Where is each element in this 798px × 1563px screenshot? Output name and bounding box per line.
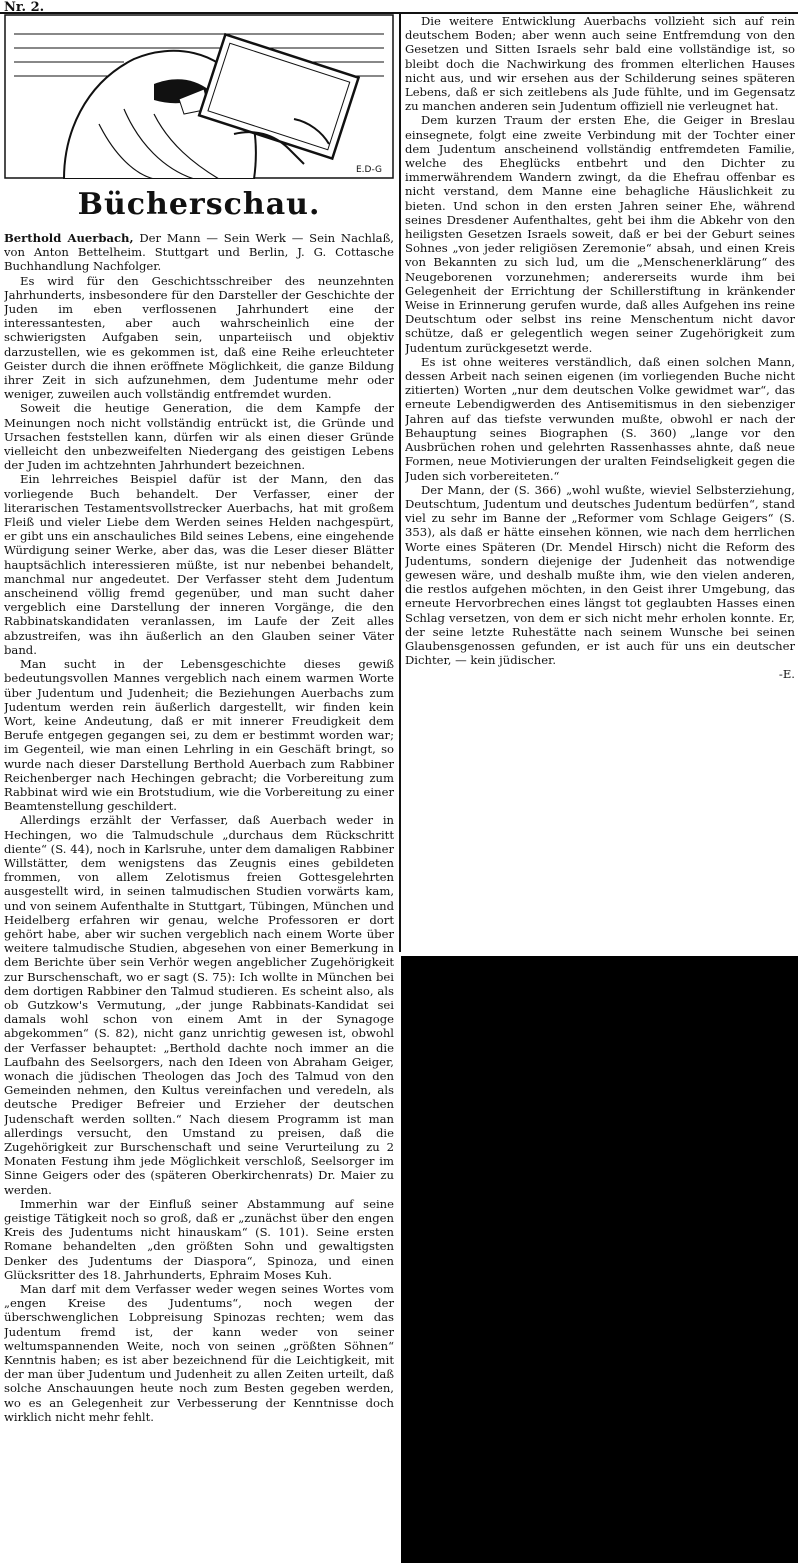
author-signature: -E. — [778, 667, 795, 682]
right-column — [405, 14, 795, 954]
left-paragraph: Soweit die heutige Generation, die dem Kampfe der Meinungen noch nicht vollständig entrückt ist, die Gründe und Ursachen feststellen kann, dürfen wir als einen dieser Gründe vielleicht den unbezweifelten Niedergang des geistigen Lebens der Juden im achtzehnten Jahrhundert bezeichnen. — [4, 401, 394, 473]
left-paragraph: Allerdings erzählt der Verfasser, daß Auerbach weder in Hechingen, wo die Talmudschule „durchaus dem Rückschritt diente“ (S. 44), noch in Karlsruhe, unter dem damaligen Rabbiner Willstätter, dem wenigstens das Zeugnis eines gebildeten frommen, von allem Zelotismus freien Gottesgelehrten ausgestellt wird, in seinen talmudischen Studien vorwärts kam, und von seinem Aufenthalte in Stuttgart, Tübingen, München und Heidelberg erfahren wir genau, welche Professoren er dort gehört habe, aber wir suchen vergeblich nach einem Worte über weitere talmudische Studien, abgesehen von einer Bemerkung in dem Berichte über sein Verhör wegen angeblicher Zugehörigkeit zur Burschenschaft, wo er sagt (S. 75): Ich wollte in München bei dem dortigen Rabbiner den Talmud studieren. Es scheint also, als ob Gutzkow's Vermutung, „der junge Rabbinats-Kandidat sei damals wohl schon von einem Amt in der Synagoge abgekommen“ (S. 82), nicht ganz unrichtig gewesen ist, obwohl der Verfasser behauptet: „Berthold dachte noch immer an die Laufbahn des Seelsorgers, nach den Ideen von Abraham Geiger, wonach die jüdischen Theologen das Joch des Talmud von den Gemeinden nehmen, den Kultus vereinfachen und veredeln, als deutsche Prediger Befreier und Erzieher der deutschen Judenschaft werden sollten.“ Nach diesem Programm ist man allerdings versucht, den Umstand zu preisen, daß die Zugehörigkeit zur Burschenschaft und seine Verurteilung zu 2 Monaten Festung ihm jede Möglichkeit verschloß, Seelsorger im Sinne Geigers oder des (späteren Oberkirchenrats) Dr. Maier zu werden. — [4, 813, 394, 1197]
review-heading — [4, 231, 394, 274]
left-paragraph: Man sucht in der Lebensgeschichte dieses gewiß bedeutungsvollen Mannes vergeblich nach einem warmen Worte über Judentum und Judenheit; die Beziehungen Auerbachs zum Judentum werden rein äußerlich dargestellt, wir finden kein Wort, keine Andeutung, daß er mit innerer Freudigkeit dem Berufe entgegen gegangen sei, zu dem er bestimmt worden war; im Gegenteil, wie man einen Lehrling in ein Geschäft bringt, so wurde nach dieser Darstellung Berthold Auerbach zum Rabbiner Reichenberger nach Hechingen gebracht; die Vorbereitung zum Rabbinat wird wie ein Brotstudium, wie die Vorbereitung zu einer Beamtenstellung geschildert. — [4, 657, 394, 814]
right-paragraph: Dem kurzen Traum der ersten Ehe, die Geiger in Breslau einsegnete, folgt eine zweite Verbindung mit der Tochter einer dem Judentum anscheinend vollständig entfremdeten Familie, welche des Eheglücks entbehrt und den Dichter zu immerwährendem Wandern zwingt, da die Ehefrau offenbar es nicht verstand, dem Manne eine behagliche Häuslichkeit zu bieten. Und schon in den ersten Jahren seiner Ehe, während seines Dresdener Aufenthaltes, geht bei ihm die Abkehr von den heiligsten Gesetzen Israels soweit, daß er bei der Geburt seines Sohnes „von jeder religiösen Zeremonie“ absah, und einen Kreis von Bekannten zu sich lud, um die „Menschenerklärung“ des Neugeborenen vorzunehmen; andererseits wurde ihm bei Gelegenheit der Errichtung der Schillerstiftung in kränkender Weise in Erinnerung gerufen wurde, daß alles Aufgehen ins reine Deutschtum oder selbst ins reine Menschentum nicht davor schütze, daß er gelegentlich wegen seiner Zugehörigkeit zum Judentum zurückgesetzt werde. — [405, 113, 795, 355]
left-paragraph: Man darf mit dem Verfasser weder wegen seines Wortes vom „engen Kreise des Judentums“, noch wegen der überschwenglichen Lobpreisung Spinozas rechten; wem das Judentum fremd ist, der kann weder von seiner weltumspannenden Weite, noch von seinen „größten Söhnen“ Kenntnis haben; es ist aber bezeichnend für die Leichtigkeit, mit der man über Judentum und Judenheit zu allen Zeiten urteilt, daß solche Anschauungen heute noch zum Besten gegeben werden, wo es an Gelegenheit zur Verbesserung der Kenntnisse doch wirklich nicht mehr fehlt. — [4, 1282, 394, 1424]
left-column — [4, 14, 394, 1559]
right-paragraph: Es ist ohne weiteres verständlich, daß einen solchen Mann, dessen Arbeit nach seinen eigenen (im vorliegenden Buche nicht zitierten) Worten „nur dem deutschen Volke gewidmet war“, das erneute Lebendigwerden des Antisemitismus in den siebenziger Jahren auf das tiefste verwunden mußte, obwohl er nach der Behauptung seines Biographen (S. 360) „lange vor den Ausbrüchen rohen und gelehrten Rassenhasses ahnte, daß neue Formen, neue Motivierungen der uralten Feindseligkeit gegen die Juden sich vorbereiteten.“ — [405, 354, 795, 483]
right-paragraph: Die weitere Entwicklung Auerbachs vollzieht sich auf rein deutschem Boden; aber wenn auch seine Entfremdung von den Gesetzen und Sitten Israels sehr bald eine vollständige ist, so bleibt doch die Nachwirkung des frommen elterlichen Hauses nicht aus, und wir ersehen aus der Schilderung seines späteren Lebens, daß er sich zeitlebens als Jude fühlte, und im Gegensatz zu manchen anderen sein Judentum offiziell nie verleugnet hat. — [405, 14, 795, 114]
left-paragraph: Ein lehrreiches Beispiel dafür ist der Mann, den das vorliegende Buch behandelt. Der Verfasser, einer der literarischen Testamentsvollstrecker Auerbachs, hat mit großem Fleiß und vieler Liebe dem Werden seines Helden nachgespürt, er gibt uns ein anschauliches Bild seines Lebens, eine eingehende Würdigung seiner Werke, aber das, was die Leser dieser Blätter hauptsächlich interessieren müßte, ist nur nebenbei behandelt, manchmal nur angedeutet. Der Verfasser steht dem Judentum anscheinend völlig fremd gegenüber, und man sucht daher vergeblich eine Darstellung der inneren Vorgänge, die den Rabbinatskandidaten veranlassen, im Laufe der Zeit alles abzustreifen, was ihn äußerlich an den Glauben seiner Väter band. — [4, 472, 394, 657]
page-number: Nr. 2. — [4, 0, 45, 15]
reader-illustration — [4, 14, 394, 179]
left-paragraph: Immerhin war der Einfluß seiner Abstammung auf seine geistige Tätigkeit noch so groß, daß er „zunächst über den engen Kreis des Judentums nicht hinauskam“ (S. 101). Seine ersten Romane behandelten „den größten Sohn und gewaltigsten Denker des Judentums der Diaspora“, Spinoza, und einen Glücksritter des 18. Jahrhunderts, Ephraim Moses Kuh. — [4, 1196, 394, 1282]
book-subtitle: Der Mann — Sein Werk — Sein Nachlaß, von Anton Bettelheim. Stuttgart und Berlin, J. G. Cottasche Buchhandlung Nachfolger. — [4, 231, 394, 274]
left-paragraph: Es wird für den Geschichtsschreiber des neunzehnten Jahrhunderts, insbesondere für den Darsteller der Geschichte der Juden im eben verflossenen Jahrhundert eine der interessantesten, aber auch wahrscheinlich eine der schwierigsten Aufgaben sein, unparteiisch und objektiv darzustellen, wie es gekommen ist, daß eine Reihe erleuchteter Geister durch die ihnen eröffnete Möglichkeit, die ganze Bildung ihrer Zeit in sich aufzunehmen, dem Judentume mehr oder weniger, zuweilen auch vollständig entfremdet wurden. — [4, 273, 394, 402]
column-divider — [399, 12, 401, 952]
blank-black-area — [401, 956, 798, 1563]
illustration-monogram: E.D-G — [356, 165, 383, 175]
book-title: Berthold Auerbach, — [4, 231, 134, 245]
right-paragraph: Der Mann, der (S. 366) „wohl wußte, wieviel Selbsterziehung, Deutschtum, Judentum und deutsches Judentum bedürfen“, stand viel zu sehr im Banne der „Reformer vom Schlage Geigers“ (S. 353), als daß er hätte einsehen können, wie nach dem herrlichen Worte eines Späteren (Dr. Mendel Hirsch) nicht die Reform des Judentums, sondern diejenige der Judenheit das notwendige gewesen wäre, und deshalb mußte ihm, wie den vielen anderen, die restlos aufgehen möchten, in den Geist ihrer Umgebung, das erneute Hervorbrechen eines längst tot geglaubten Hasses einen Schlag versetzen, von dem er sich nicht mehr erholen konnte. Er, der seine letzte Ruhestätte nach seinem Wunsche bei seinen Glaubensgenossen gefunden, er ist auch für uns ein deutscher Dichter, — kein jüdischer. — [405, 482, 795, 668]
section-title: Bücherschau. — [77, 187, 321, 222]
